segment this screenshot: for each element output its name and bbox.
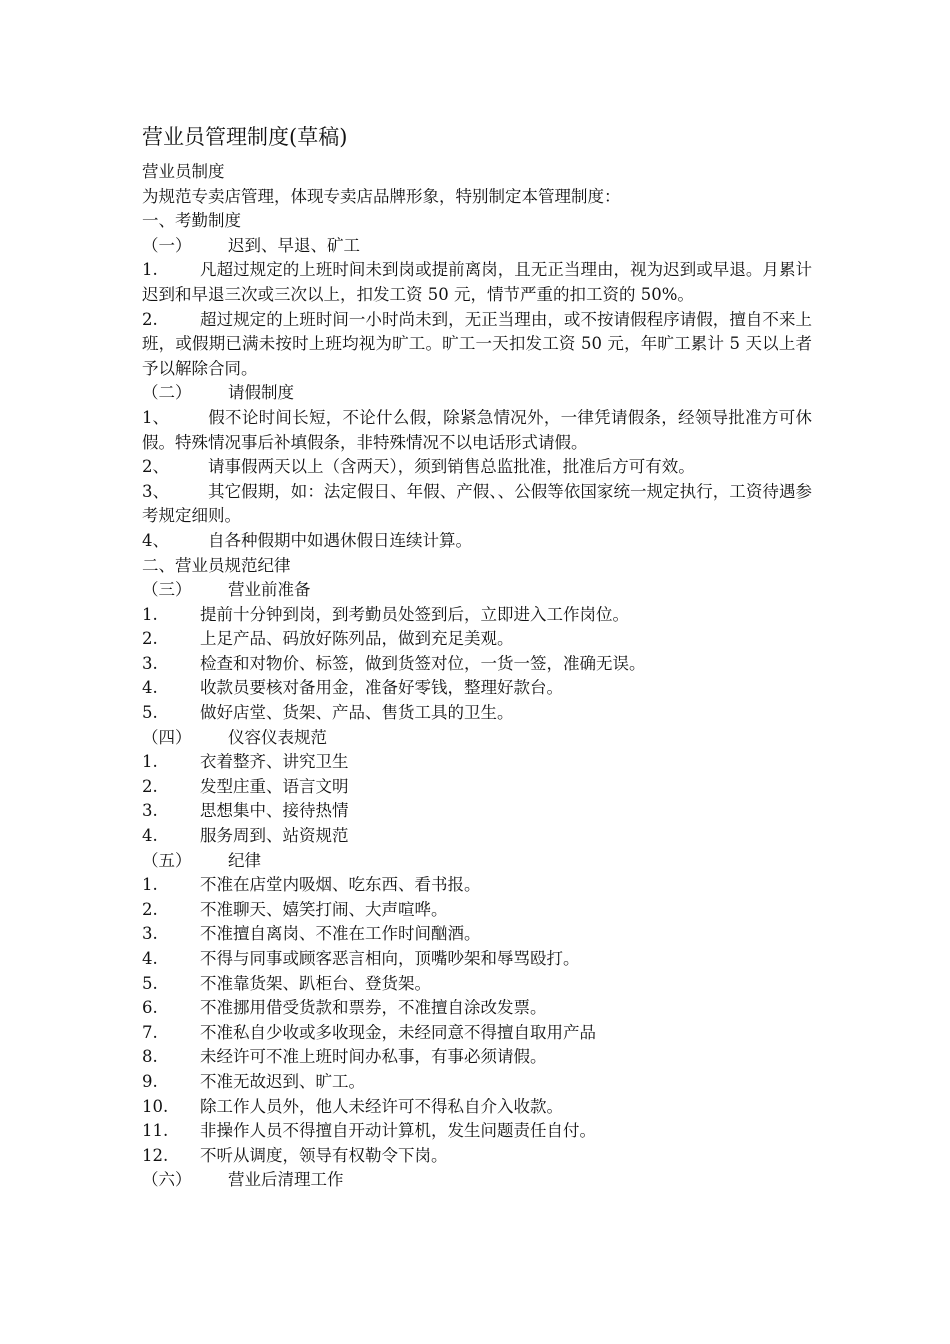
list-item	[142, 972, 812, 997]
intro-paragraph: 为规范专卖店管理，体现专卖店品牌形象，特别制定本管理制度：	[142, 186, 621, 206]
list-item	[142, 308, 812, 382]
section-heading	[142, 578, 812, 603]
item-text: 请事假两天以上（含两天），须到销售总监批准，批准后方可有效。	[208, 457, 695, 477]
section-marker: （六）	[142, 1170, 192, 1190]
item-text: 提前十分钟到岗，到考勤员处签到后，立即进入工作岗位。	[200, 604, 629, 624]
item-number: 1.	[142, 752, 158, 772]
section-marker: （五）	[142, 850, 192, 870]
item-number: 2.	[142, 776, 158, 796]
item-number: 6.	[142, 998, 158, 1018]
section-heading	[142, 381, 812, 406]
list-item	[142, 603, 812, 628]
list-item	[142, 922, 812, 947]
item-text: 不准挪用借受货款和票券，不准擅自涂改发票。	[200, 998, 547, 1018]
list-item	[142, 947, 812, 972]
item-text: 不准无故迟到、旷工。	[200, 1071, 365, 1091]
list-item	[142, 652, 812, 677]
part1-title: 一、考勤制度	[142, 211, 241, 231]
item-text: 发型庄重、语言文明	[200, 776, 349, 796]
item-text: 不准私自少收或多收现金，未经同意不得擅自取用产品	[200, 1022, 596, 1042]
item-text: 其它假期，如：法定假日、年假、产假、、公假等依国家统一规定执行，工资待遇参考规定细则。	[142, 481, 812, 526]
section-marker: （三）	[142, 580, 192, 600]
document-body	[142, 160, 812, 1193]
section-title: 营业后清理工作	[228, 1170, 344, 1190]
list-item	[142, 676, 812, 701]
list-item	[142, 258, 812, 307]
item-text: 超过规定的上班时间一小时尚未到，无正当理由，或不按请假程序请假，擅自不来上班，或假期已满未按时上班均视为旷工。旷工一天扣发工资 50 元，年旷工累计 5 天以上者予以解除合同。	[142, 309, 812, 378]
item-text: 做好店堂、货架、产品、售货工具的卫生。	[200, 703, 514, 723]
section-marker: （二）	[142, 383, 192, 403]
item-text: 除工作人员外，他人未经许可不得私自介入收款。	[200, 1096, 563, 1116]
list-item	[142, 1045, 812, 1070]
item-text: 非操作人员不得擅自开动计算机，发生问题责任自付。	[200, 1121, 596, 1141]
item-number: 10.	[142, 1096, 169, 1116]
item-number: 1、	[142, 407, 169, 427]
item-text: 不得与同事或顾客恶言相向，顶嘴吵架和辱骂殴打。	[200, 949, 580, 968]
section-heading	[142, 726, 812, 751]
list-item	[142, 996, 812, 1021]
item-number: 11.	[142, 1121, 169, 1141]
item-number: 5.	[142, 973, 158, 993]
list-item	[142, 627, 812, 652]
item-number: 8.	[142, 1047, 158, 1067]
section-heading	[142, 234, 812, 259]
item-number: 1.	[142, 260, 158, 280]
item-number: 2.	[142, 629, 158, 649]
item-text: 思想集中、接待热情	[200, 801, 349, 821]
section-title: 纪律	[228, 850, 261, 870]
heading: 营业员制度	[142, 162, 225, 181]
item-text: 不准靠货架、趴柜台、登货架。	[200, 973, 431, 993]
item-text: 不准聊天、嬉笑打闹、大声喧哗。	[200, 899, 448, 919]
list-item	[142, 406, 812, 455]
list-item	[142, 775, 812, 800]
list-item	[142, 480, 812, 529]
list-item	[142, 1119, 812, 1144]
section-title: 请假制度	[228, 383, 294, 403]
item-text: 检查和对物价、标签，做到货签对位，一货一签，准确无误。	[200, 653, 646, 673]
list-item	[142, 750, 812, 775]
list-item	[142, 799, 812, 824]
item-text: 凡超过规定的上班时间未到岗或提前离岗，且无正当理由，视为迟到或早退。月累计迟到和早退三次或三次以上，扣发工资 50 元，情节严重的扣工资的 50%。	[142, 260, 812, 304]
list-item	[142, 1070, 812, 1095]
item-number: 7.	[142, 1022, 158, 1042]
item-number: 3、	[142, 481, 169, 501]
part2-title: 二、营业员规范纪律	[142, 555, 291, 575]
document-title: 营业员管理制度(草稿)	[142, 125, 348, 149]
item-text: 服务周到、站资规范	[200, 826, 349, 846]
item-text: 收款员要核对备用金，准备好零钱，整理好款台。	[200, 678, 563, 698]
item-number: 2.	[142, 309, 158, 329]
item-number: 4、	[142, 530, 169, 550]
section-marker: （一）	[142, 235, 192, 255]
section-heading	[142, 849, 812, 874]
item-text: 衣着整齐、讲究卫生	[200, 752, 349, 772]
section-marker: （四）	[142, 727, 192, 747]
list-item	[142, 701, 812, 726]
item-number: 4.	[142, 826, 158, 846]
section-title: 迟到、早退、矿工	[228, 235, 360, 255]
section-title: 营业前准备	[228, 580, 311, 600]
item-number: 12.	[142, 1145, 169, 1165]
item-number: 1.	[142, 875, 158, 895]
item-number: 5.	[142, 703, 158, 723]
item-number: 9.	[142, 1071, 158, 1091]
item-text: 未经许可不准上班时间办私事，有事必须请假。	[200, 1047, 547, 1067]
item-text: 上足产品、码放好陈列品，做到充足美观。	[200, 629, 514, 649]
list-item	[142, 455, 812, 480]
item-number: 4.	[142, 949, 158, 968]
list-item	[142, 1144, 812, 1169]
section-heading	[142, 1168, 812, 1193]
list-item	[142, 1095, 812, 1120]
list-item	[142, 1021, 812, 1046]
list-item	[142, 873, 812, 898]
item-text: 不听从调度，领导有权勒令下岗。	[200, 1145, 448, 1165]
item-text: 自各种假期中如遇休假日连续计算。	[208, 530, 472, 550]
list-item	[142, 529, 812, 554]
item-text: 不准擅自离岗、不准在工作时间酗酒。	[200, 924, 481, 944]
item-number: 1.	[142, 604, 158, 624]
item-number: 3.	[142, 924, 158, 944]
list-item	[142, 898, 812, 923]
section-title: 仪容仪表规范	[228, 727, 327, 747]
item-number: 3.	[142, 653, 158, 673]
item-number: 4.	[142, 678, 158, 698]
item-number: 2.	[142, 899, 158, 919]
item-number: 3.	[142, 801, 158, 821]
item-text: 假不论时间长短，不论什么假，除紧急情况外，一律凭请假条，经领导批准方可休假。特殊情况事后补填假条，非特殊情况不以电话形式请假。	[142, 407, 812, 452]
item-number: 2、	[142, 457, 169, 477]
item-text: 不准在店堂内吸烟、吃东西、看书报。	[200, 875, 481, 895]
list-item	[142, 824, 812, 849]
